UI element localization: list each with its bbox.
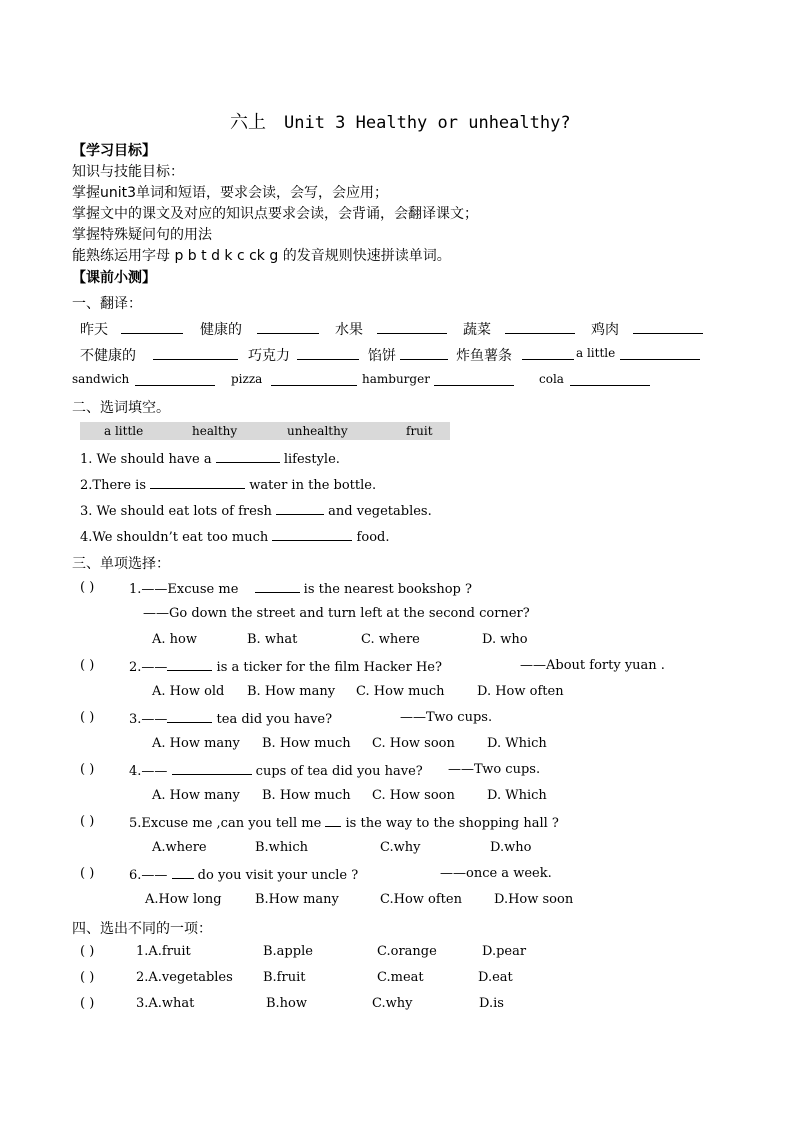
option[interactable]: C.why xyxy=(380,840,421,855)
part1-heading: 一、翻译： xyxy=(72,296,142,312)
question-text: 1.——Excuse me is the nearest bookshop ? xyxy=(129,582,472,597)
answer-blank[interactable] xyxy=(570,373,650,386)
question-reply: ——Go down the street and turn left at the second corner? xyxy=(143,606,530,621)
answer-blank[interactable] xyxy=(271,373,357,386)
option[interactable]: B.fruit xyxy=(263,970,306,985)
option[interactable]: D. Which xyxy=(487,788,547,803)
vocab-item: 健康的 xyxy=(200,322,242,338)
option[interactable]: B.apple xyxy=(263,944,313,959)
answer-paren[interactable]: ( ) xyxy=(80,658,95,673)
option[interactable]: D. Which xyxy=(487,736,547,751)
option[interactable]: D. How often xyxy=(477,684,564,699)
page-title xyxy=(230,108,571,134)
answer-blank[interactable] xyxy=(633,321,703,334)
answer-blank[interactable] xyxy=(620,347,700,360)
option[interactable]: 2.A.vegetables xyxy=(136,970,233,985)
option[interactable]: B. How many xyxy=(247,684,336,699)
title-grade: 六上 xyxy=(230,112,266,133)
option[interactable]: C.How often xyxy=(380,892,462,907)
question-reply: ——Two cups. xyxy=(448,762,541,777)
vocab-item: a little xyxy=(576,346,616,360)
option[interactable]: C. How soon xyxy=(372,736,455,751)
answer-paren[interactable]: ( ) xyxy=(80,996,95,1011)
option[interactable]: B. How much xyxy=(262,788,351,803)
answer-paren[interactable]: ( ) xyxy=(80,970,95,985)
option[interactable]: A.How long xyxy=(145,892,222,907)
answer-paren[interactable]: ( ) xyxy=(80,814,95,829)
vocab-item: 昨天 xyxy=(80,322,108,338)
word-bank-word: unhealthy xyxy=(287,424,348,438)
answer-blank[interactable] xyxy=(135,373,215,386)
question-text: 3.—— tea did you have? xyxy=(129,712,333,727)
answer-paren[interactable]: ( ) xyxy=(80,580,95,595)
part3-heading: 三、单项选择： xyxy=(72,556,170,572)
objective-line: 掌握unit3单词和短语，要求会读，会写，会应用； xyxy=(72,185,389,201)
question-text: 2.—— is a ticker for the film Hacker He? xyxy=(129,660,442,675)
option[interactable]: B.which xyxy=(255,840,308,855)
vocab-item: cola xyxy=(539,372,564,386)
answer-blank[interactable] xyxy=(153,347,238,360)
answer-blank[interactable] xyxy=(400,347,448,360)
answer-blank[interactable] xyxy=(255,580,300,593)
question-text: 4.—— cups of tea did you have? xyxy=(129,764,423,779)
word-bank-word: a little xyxy=(104,424,144,438)
question-reply: ——Two cups. xyxy=(400,710,493,725)
question-text: 6.—— do you visit your uncle ? xyxy=(129,868,359,883)
answer-blank[interactable] xyxy=(172,762,252,775)
fill-item: 4.We shouldn’t eat too much food. xyxy=(80,530,390,545)
option[interactable]: B.How many xyxy=(255,892,339,907)
answer-blank[interactable] xyxy=(167,710,212,723)
objective-line: 掌握特殊疑问句的用法 xyxy=(72,227,212,243)
answer-blank[interactable] xyxy=(522,347,574,360)
answer-blank[interactable] xyxy=(257,321,319,334)
answer-blank[interactable] xyxy=(505,321,575,334)
vocab-item: 巧克力 xyxy=(248,348,290,364)
option[interactable]: C. where xyxy=(361,632,420,647)
vocab-item: 不健康的 xyxy=(80,348,136,364)
option[interactable]: A. how xyxy=(152,632,197,647)
vocab-item: 炸鱼薯条 xyxy=(456,348,512,364)
option[interactable]: D.eat xyxy=(478,970,513,985)
option[interactable]: C.meat xyxy=(377,970,424,985)
answer-blank[interactable] xyxy=(167,658,212,671)
option[interactable]: A. How many xyxy=(152,788,240,803)
vocab-item: pizza xyxy=(231,372,263,386)
answer-blank[interactable] xyxy=(172,866,194,879)
option[interactable]: A.where xyxy=(152,840,207,855)
option[interactable]: A. How many xyxy=(152,736,240,751)
answer-blank[interactable] xyxy=(276,502,324,515)
option[interactable]: D.is xyxy=(479,996,504,1011)
objective-line: 掌握文中的课文及对应的知识点要求会读，会背诵，会翻译课文； xyxy=(72,206,478,222)
option[interactable]: 3.A.what xyxy=(136,996,195,1011)
answer-blank[interactable] xyxy=(216,450,280,463)
answer-blank[interactable] xyxy=(121,321,183,334)
answer-paren[interactable]: ( ) xyxy=(80,710,95,725)
option[interactable]: D.pear xyxy=(482,944,527,959)
question-text: 5.Excuse me ,can you tell me is the way to the shopping hall ? xyxy=(129,816,559,831)
option[interactable]: C.orange xyxy=(377,944,437,959)
fill-item: 1. We should have a lifestyle. xyxy=(80,452,340,467)
option[interactable]: D.How soon xyxy=(494,892,574,907)
option[interactable]: C. How soon xyxy=(372,788,455,803)
option[interactable]: A. How old xyxy=(152,684,225,699)
question-reply: ——once a week. xyxy=(440,866,552,881)
vocab-item: 水果 xyxy=(335,322,363,338)
question-reply: ——About forty yuan . xyxy=(520,658,665,673)
answer-blank[interactable] xyxy=(297,347,359,360)
answer-blank[interactable] xyxy=(434,373,514,386)
vocab-item: 鸡肉 xyxy=(591,322,619,338)
option[interactable]: B. How much xyxy=(262,736,351,751)
title-unit: Unit 3 Healthy or unhealthy? xyxy=(284,113,571,133)
option[interactable]: D. who xyxy=(482,632,528,647)
vocab-item: 蔬菜 xyxy=(463,322,491,338)
option[interactable]: B.how xyxy=(266,996,308,1011)
word-bank xyxy=(80,422,450,440)
answer-blank[interactable] xyxy=(150,476,245,489)
option[interactable]: C.why xyxy=(372,996,413,1011)
answer-paren[interactable]: ( ) xyxy=(80,762,95,777)
vocab-item: hamburger xyxy=(362,372,430,386)
fill-item: 2.There is water in the bottle. xyxy=(80,478,377,493)
vocab-item: 馅饼 xyxy=(368,348,396,364)
objective-line: 能熟练运用字母 p b t d k c ck g 的发音规则快速拼读单词。 xyxy=(72,248,451,264)
answer-blank[interactable] xyxy=(325,814,341,827)
vocab-item: sandwich xyxy=(72,372,130,386)
pretest-heading: 【课前小测】 xyxy=(72,270,156,286)
answer-paren[interactable]: ( ) xyxy=(80,866,95,881)
answer-blank[interactable] xyxy=(272,528,352,541)
objective-line: 知识与技能目标： xyxy=(72,164,184,180)
objectives-heading: 【学习目标】 xyxy=(72,143,156,159)
option[interactable]: D.who xyxy=(490,840,532,855)
option[interactable]: 1.A.fruit xyxy=(136,944,191,959)
option[interactable]: C. How much xyxy=(356,684,445,699)
option[interactable]: B. what xyxy=(247,632,298,647)
answer-blank[interactable] xyxy=(377,321,447,334)
part2-heading: 二、选词填空。 xyxy=(72,400,170,416)
part4-heading: 四、选出不同的一项： xyxy=(72,921,212,937)
fill-item: 3. We should eat lots of fresh and vegetables. xyxy=(80,504,432,519)
answer-paren[interactable]: ( ) xyxy=(80,944,95,959)
word-bank-word: healthy xyxy=(192,424,238,438)
word-bank-word: fruit xyxy=(406,424,433,438)
